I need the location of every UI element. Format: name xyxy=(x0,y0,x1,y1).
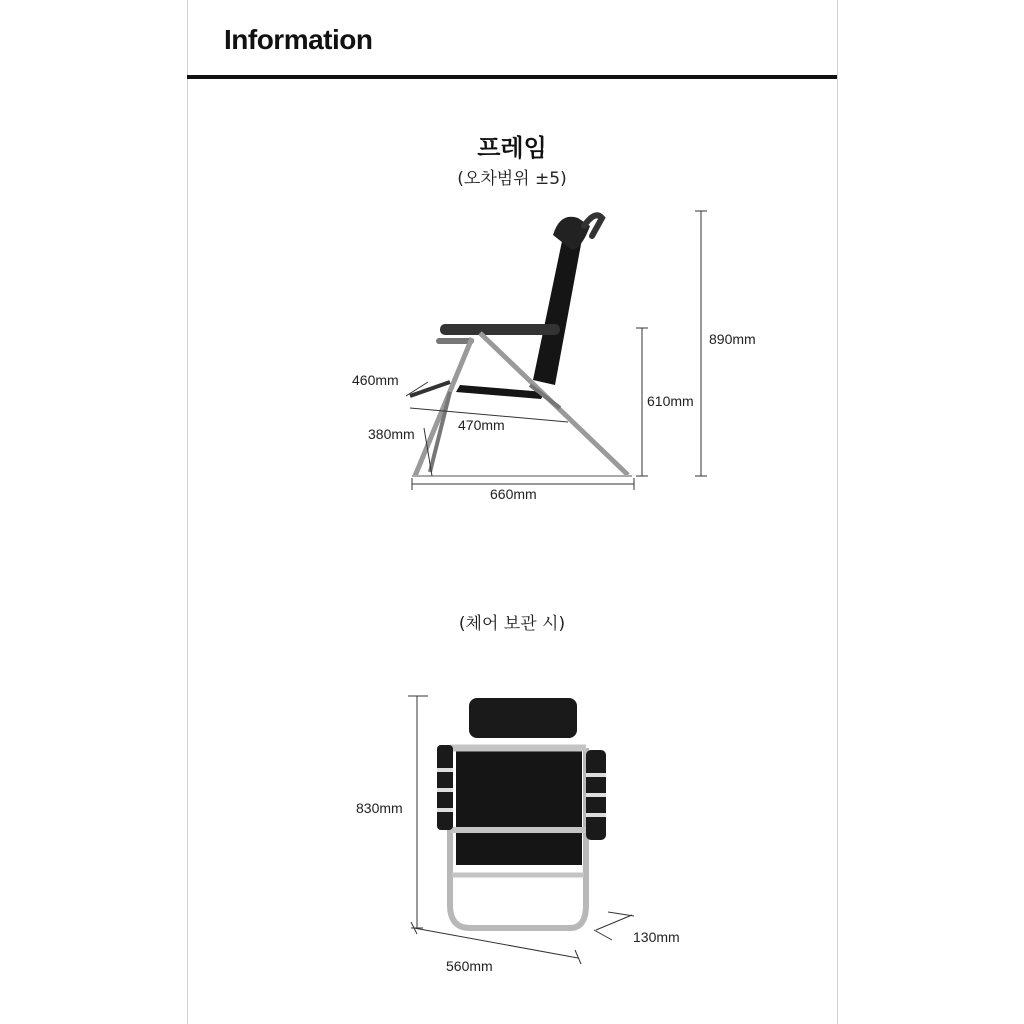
dim-label-folded-width: 560mm xyxy=(446,958,493,974)
chair-armrest xyxy=(440,324,560,335)
dim-label-seat-height: 610mm xyxy=(647,393,694,409)
dim-tick-130-a xyxy=(608,912,634,916)
frame-section-subtitle: (오차범위 ±5) xyxy=(457,169,567,189)
dim-label-folded-height: 830mm xyxy=(356,800,403,816)
dim-label-seat-length: 470mm xyxy=(458,417,505,433)
dim-line-130 xyxy=(596,915,632,930)
chair-folded-view xyxy=(437,698,606,928)
folded-headrest xyxy=(469,698,577,738)
dim-tick-130-b xyxy=(594,930,612,940)
dim-label-seat-front-height: 380mm xyxy=(368,426,415,442)
dim-line-560 xyxy=(414,928,578,958)
folded-armrest-left xyxy=(437,745,453,830)
dim-tick-560-right xyxy=(575,950,581,964)
folded-backrest xyxy=(456,745,582,865)
dim-label-armrest-width: 460mm xyxy=(352,372,399,388)
chair-footrest xyxy=(410,382,450,396)
dim-label-base-depth: 660mm xyxy=(490,486,537,502)
storage-section-title: (체어 보관 시) xyxy=(458,614,566,634)
frame-section-title: 프레임 xyxy=(477,134,547,162)
chair-front-leg xyxy=(415,338,472,476)
dim-label-total-height: 890mm xyxy=(709,331,756,347)
chair-side-view xyxy=(410,215,632,476)
page-title: Information xyxy=(224,24,373,55)
dim-label-folded-thickness: 130mm xyxy=(633,929,680,945)
